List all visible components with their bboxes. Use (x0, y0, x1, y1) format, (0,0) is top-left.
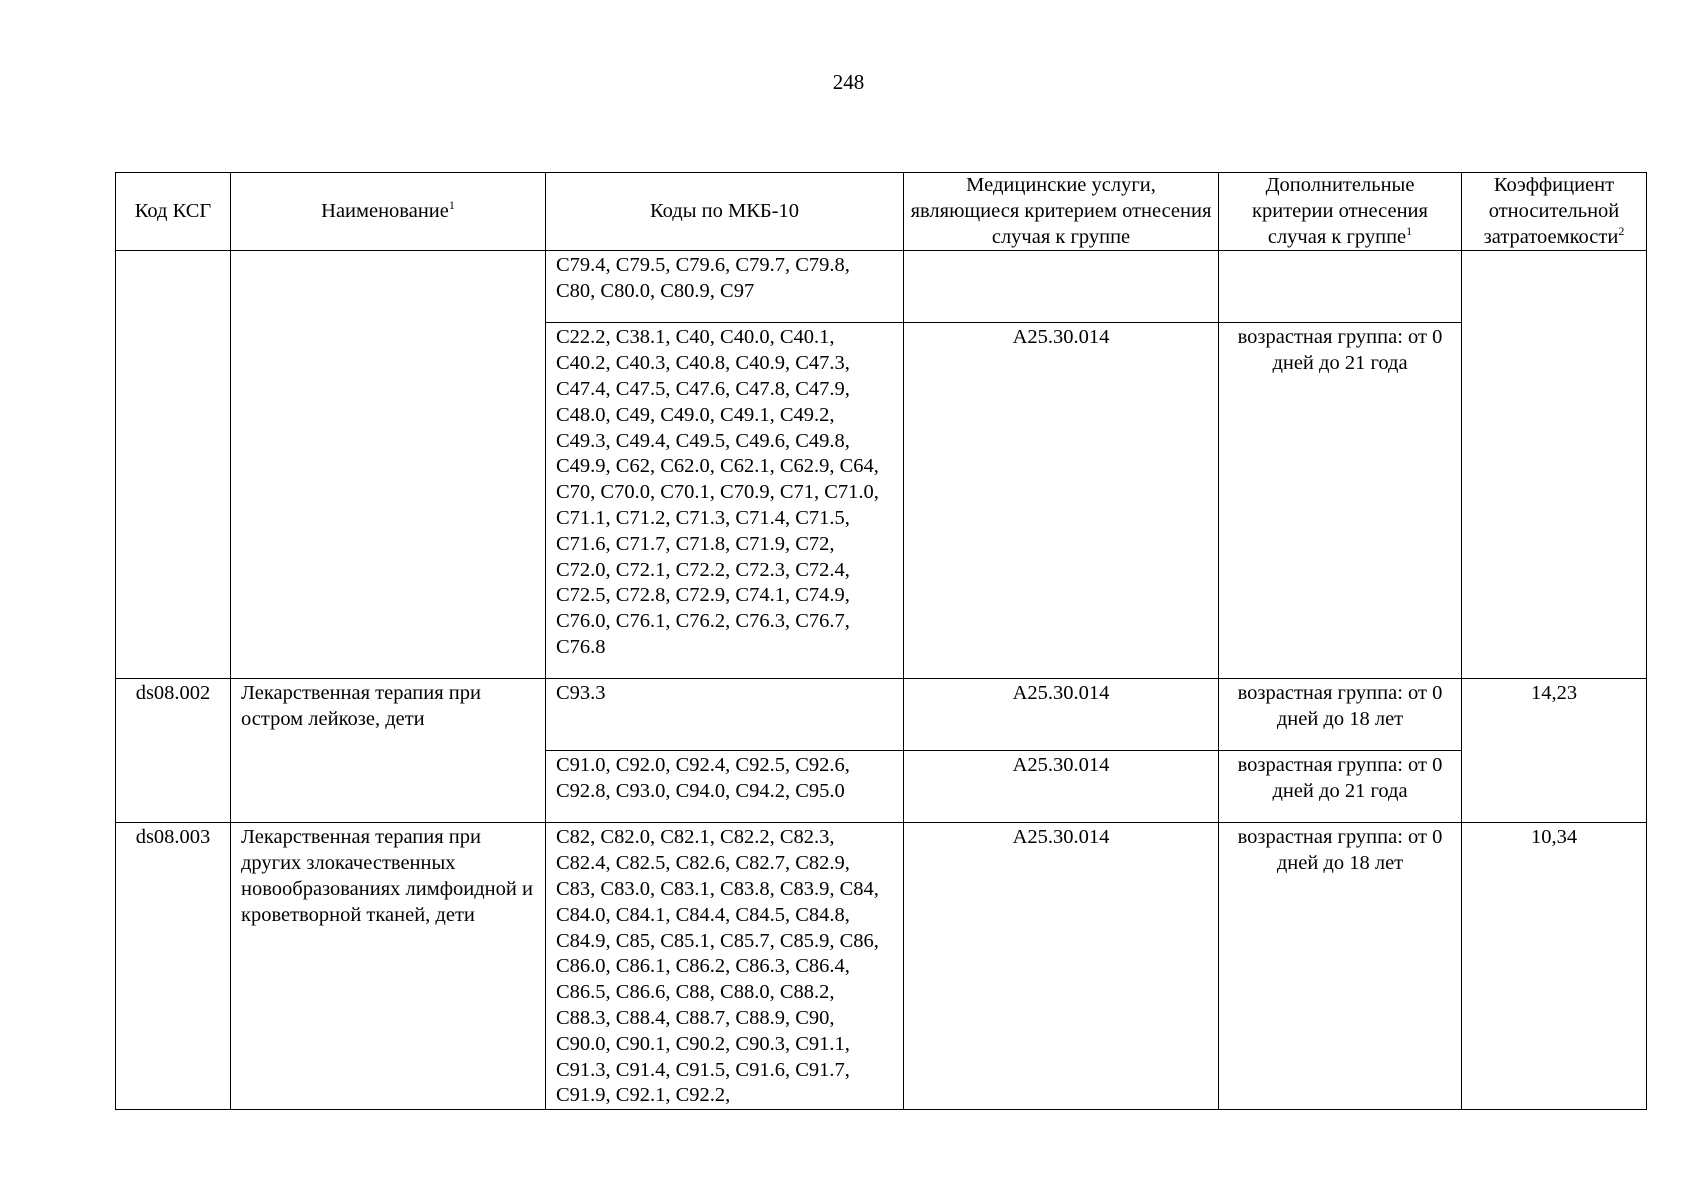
medical-service-cell (904, 251, 1219, 323)
header-extra-criteria: Дополнительные критерии отнесения случая к группе$^1$ (1219, 173, 1462, 251)
medical-service-cell: A25.30.014 (904, 323, 1219, 679)
ksg-name-cell: Лекарственная терапия при остром лейкозе, дети (231, 679, 546, 823)
extra-criteria-cell: возрастная группа: от 0 дней до 21 года (1219, 323, 1462, 679)
extra-criteria-cell: возрастная группа: от 0 дней до 21 года (1219, 751, 1462, 823)
ksg-name-cell (231, 251, 546, 679)
page-number: 248 (832, 70, 865, 94)
extra-criteria-cell (1219, 251, 1462, 323)
coefficient-cell: 10,34 (1462, 823, 1647, 1110)
medical-service-cell: A25.30.014 (904, 751, 1219, 823)
header-coefficient: Коэффициент относительной затратоемкости$^2$ (1462, 173, 1647, 251)
header-services: Медицинские услуги, являющиеся критерием отнесения случая к группе (904, 173, 1219, 251)
header-code: Код КСГ (116, 173, 231, 251)
table-row (116, 679, 1647, 751)
mkb-codes-cell: C91.0, C92.0, C92.4, C92.5, C92.6, C92.8, C93.0, C94.0, C94.2, C95.0 (546, 751, 904, 823)
table-header-row (116, 173, 1647, 251)
mkb-codes-cell: C82, C82.0, C82.1, C82.2, C82.3, C82.4, C82.5, C82.6, C82.7, C82.9, C83, C83.0, C83.1, C83.8, C83.9, C84, C84.0, C84.1, C84.4, C84.5, C84.8, C84.9, C85, C85.1, C85.7, C85.9, C86, C86.0, C86.1, C86.2, C86.3, C86.4, C86.5, C86.6, C88, C88.0, C88.2, C88.3, C88.4, C88.7, C88.9, C90, C90.0, C90.1, C90.2, C90.3, C91.1, C91.3, C91.4, C91.5, C91.6, C91.7, C91.9, C92.1, C92.2, (546, 823, 904, 1110)
table-row (116, 251, 1647, 323)
ksg-code-cell (116, 251, 231, 679)
ksg-name-cell: Лекарственная терапия при других злокачественных новообразованиях лимфоидной и кроветворной тканей, дети (231, 823, 546, 1110)
ksg-table (115, 172, 1647, 1110)
mkb-codes-cell: C93.3 (546, 679, 904, 751)
header-mkb: Коды по МКБ-10 (546, 173, 904, 251)
medical-service-cell: A25.30.014 (904, 679, 1219, 751)
mkb-codes-cell: C22.2, C38.1, C40, C40.0, C40.1, C40.2, C40.3, C40.8, C40.9, C47.3, C47.4, C47.5, C47.6, C47.8, C47.9, C48.0, C49, C49.0, C49.1, C49.2, C49.3, C49.4, C49.5, C49.6, C49.8, C49.9, C62, C62.0, C62.1, C62.9, C64, C70, C70.0, C70.1, C70.9, C71, C71.0, C71.1, C71.2, C71.3, C71.4, C71.5, C71.6, C71.7, C71.8, C71.9, C72, C72.0, C72.1, C72.2, C72.3, C72.4, C72.5, C72.8, C72.9, C74.1, C74.9, C76.0, C76.1, C76.2, C76.3, C76.7, C76.8 (546, 323, 904, 679)
extra-criteria-cell: возрастная группа: от 0 дней до 18 лет (1219, 823, 1462, 1110)
table-row (116, 823, 1647, 1110)
ksg-code-cell: ds08.002 (116, 679, 231, 823)
medical-service-cell: A25.30.014 (904, 823, 1219, 1110)
ksg-code-cell: ds08.003 (116, 823, 231, 1110)
mkb-codes-cell: C79.4, C79.5, C79.6, C79.7, C79.8, C80, C80.0, C80.9, C97 (546, 251, 904, 323)
extra-criteria-cell: возрастная группа: от 0 дней до 18 лет (1219, 679, 1462, 751)
coefficient-cell (1462, 251, 1647, 679)
coefficient-cell: 14,23 (1462, 679, 1647, 823)
header-name: Наименование$^1$ (231, 173, 546, 251)
